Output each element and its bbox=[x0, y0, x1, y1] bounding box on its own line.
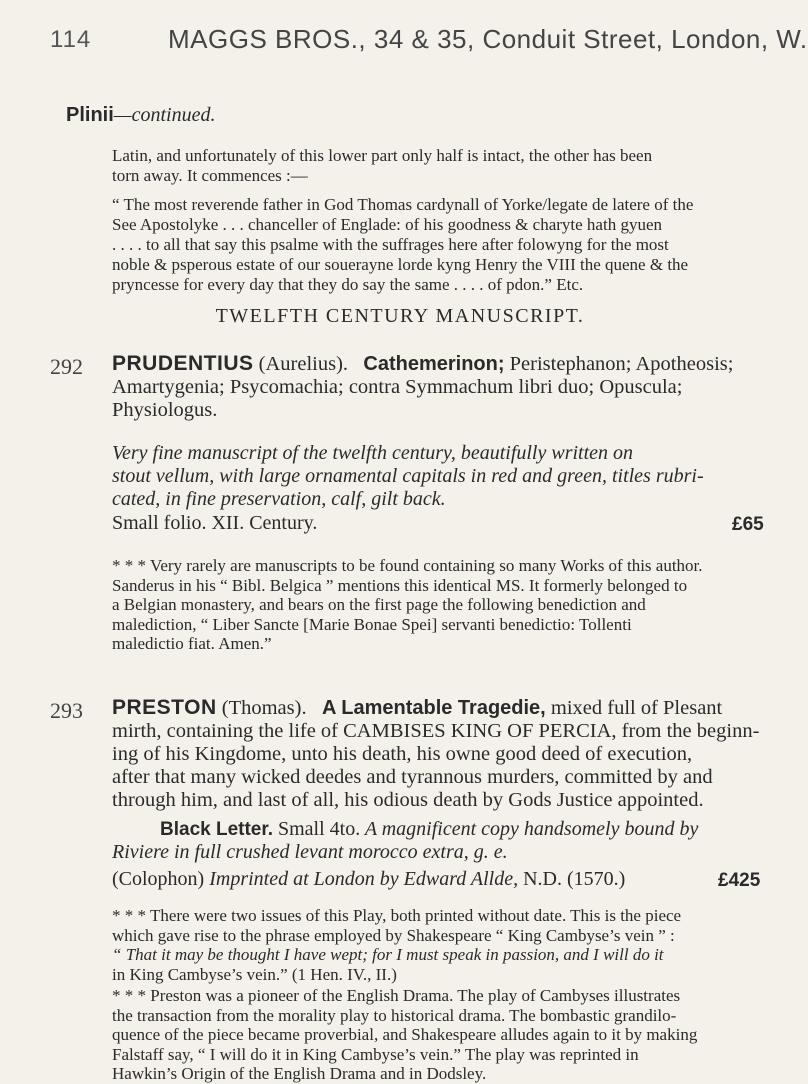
lot-heading-line: ing of his Kingdome, unto his death, his owne good deed of execution, bbox=[112, 743, 693, 765]
note-line: Falstaff say, “ I will do it in King Cambyse’s vein.” The play was reprinted in bbox=[112, 1044, 639, 1064]
lot-title: Cathemerinon; bbox=[363, 353, 505, 375]
lot-author-forename: (Aurelius). bbox=[253, 353, 349, 375]
quote-line: pryncesse for every day that they do say the same . . . . of pdon.” Etc. bbox=[112, 275, 584, 294]
note-line: in King Cambyse’s vein.” (1 Hen. IV., II.) bbox=[112, 964, 397, 984]
publisher-running-head: MAGGS BROS., 34 & 35, Conduit Street, London, W. bbox=[168, 24, 808, 54]
lot-heading-line: Amartygenia; Psycomachia; contra Symmachum libri duo; Opuscula; bbox=[112, 376, 683, 398]
description-line: stout vellum, with large ornamental capitals in red and green, titles rubri- bbox=[112, 465, 704, 487]
quote-paragraph bbox=[112, 195, 693, 295]
continued-heading bbox=[66, 104, 215, 127]
lot-293-heading bbox=[112, 696, 759, 812]
intro-line: Latin, and unfortunately of this lower part only half is intact, the other has been bbox=[112, 146, 653, 165]
lot-number: 292 bbox=[50, 354, 83, 379]
continued-label: —continued. bbox=[113, 104, 216, 126]
lot-heading-rest: mixed full of Plesant bbox=[545, 697, 723, 719]
lot-heading-line: Physiologus. bbox=[112, 399, 218, 421]
description-line: cated, in fine preservation, calf, gilt back. bbox=[112, 488, 446, 510]
lot-293-note-2 bbox=[112, 986, 698, 1083]
lot-293-colophon bbox=[112, 868, 625, 891]
lot-292-heading bbox=[112, 352, 733, 422]
lot-292-format: Small folio. XII. Century. bbox=[112, 512, 318, 534]
lot-price: £65 bbox=[732, 514, 764, 535]
lot-heading-line: mirth, containing the life of CAMBISES KING OF PERCIA, from the beginn- bbox=[112, 720, 760, 742]
description-line: Very fine manuscript of the twelfth century, beautifully written on bbox=[112, 442, 634, 464]
continued-entry-name: Plinii bbox=[66, 104, 114, 126]
quote-line: “ The most reverende father in God Thomas cardynall of Yorke/legate de latere of the bbox=[112, 195, 694, 214]
black-letter-label: Black Letter. bbox=[160, 819, 273, 840]
lot-293-description bbox=[160, 818, 698, 841]
lot-293-note-1 bbox=[112, 906, 681, 984]
lot-format: Small 4to. bbox=[273, 818, 361, 840]
lot-title: A Lamentable Tragedie, bbox=[321, 697, 546, 719]
page-header bbox=[50, 18, 808, 68]
note-line: the transaction from the morality play to historical drama. The bombastic grandilo- bbox=[112, 1005, 677, 1025]
intro-paragraph bbox=[112, 146, 652, 186]
colophon-date: N.D. (1570.) bbox=[518, 868, 626, 890]
quote-line: noble & psperous estate of our souerayne lorde kyng Henry the VIII the quene & the bbox=[112, 255, 689, 274]
lot-heading-rest: Peristephanon; Apotheosis; bbox=[504, 353, 734, 375]
lot-292-note bbox=[112, 556, 703, 654]
lot-heading-line: through him, and last of all, his odious death by Gods Justice appointed. bbox=[112, 789, 704, 811]
note-line: which gave rise to the phrase employed by Shakespeare “ King Cambyse’s vein ” : bbox=[112, 925, 675, 945]
lot-heading-line: after that many wicked deedes and tyrannous murders, committed by and bbox=[112, 766, 713, 788]
lot-author: PRESTON bbox=[112, 696, 217, 719]
page-number: 114 bbox=[50, 26, 92, 53]
lot-292-description bbox=[112, 442, 704, 511]
description-line: A magnificent copy handsomely bound by bbox=[360, 818, 699, 840]
note-line: * * * Preston was a pioneer of the English Drama. The play of Cambyses illustrates bbox=[112, 986, 681, 1005]
colophon-label: (Colophon) bbox=[112, 868, 210, 890]
note-line: malediction, “ Liber Sancte [Marie Bonae Spei] servanti benedictio: Tollenti bbox=[112, 614, 632, 634]
note-line: * * * There were two issues of this Play, both printed without date. This is the piece bbox=[112, 906, 682, 925]
note-line: Hawkin’s Origin of the English Drama and in Dodsley. bbox=[112, 1064, 487, 1083]
note-line: * * * Very rarely are manuscripts to be found containing so many Works of this author. bbox=[112, 556, 703, 575]
intro-line: torn away. It commences :— bbox=[112, 166, 308, 185]
note-line: maledictio fiat. Amen.” bbox=[112, 634, 272, 653]
lot-author: PRUDENTIUS bbox=[112, 352, 254, 375]
colophon-imprint: Imprinted at London by Edward Allde, bbox=[209, 868, 519, 890]
lot-author-forename: (Thomas). bbox=[216, 697, 307, 719]
section-title: TWELFTH CENTURY MANUSCRIPT. bbox=[215, 305, 585, 327]
note-line: “ That it may be thought I have wept; for I must speak in passion, and I will do it bbox=[112, 945, 664, 964]
note-line: quence of the piece became proverbial, and Shakespeare alludes again to it by making bbox=[112, 1025, 698, 1044]
description-line: Riviere in full crushed levant morocco extra, g. e. bbox=[112, 841, 508, 863]
quote-line: See Apostolyke . . . chanceller of Englade: of his goodness & charyte hath gyuen bbox=[112, 215, 662, 234]
note-line: Sanderus in his “ Bibl. Belgica ” mentions this identical MS. It formerly belonged to bbox=[112, 575, 688, 595]
note-line: a Belgian monastery, and bears on the first page the following benediction and bbox=[112, 595, 646, 614]
lot-number: 293 bbox=[50, 698, 83, 723]
lot-price: £425 bbox=[718, 870, 761, 891]
quote-line: . . . . to all that say this psalme with the suffrages here after folowyng for the most bbox=[112, 235, 669, 254]
